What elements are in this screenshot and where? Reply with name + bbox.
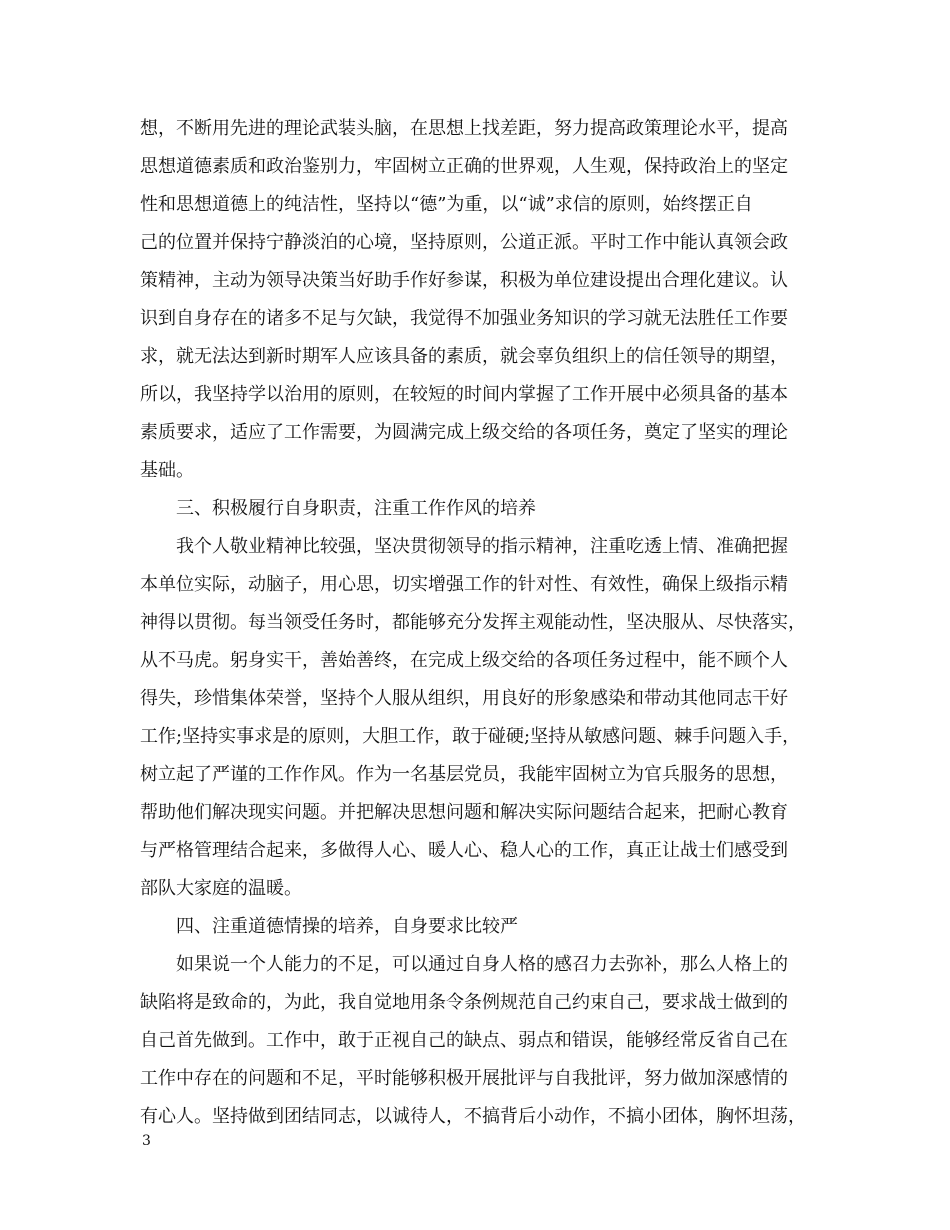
text-line: 素质要求，适应了工作需要，为圆满完成上级交给的各项任务，奠定了坚实的理论 [140, 422, 788, 443]
text-line: 缺陷将是致命的，为此，我自觉地用条令条例规范自己约束自己，要求战士做到的 [140, 992, 788, 1013]
text-line: 基础。 [140, 460, 194, 481]
text-line: 识到自身存在的诸多不足与欠缺，我觉得不加强业务知识的学习就无法胜任工作要 [140, 308, 788, 329]
document-body [140, 110, 820, 1136]
text-line: 树立起了严谨的工作作风。作为一名基层党员，我能牢固树立为官兵服务的思想， [140, 764, 788, 785]
text-line: 想，不断用先进的理论武装头脑，在思想上找差距，努力提高政策理论水平，提高 [140, 118, 788, 139]
text-line: 从不马虎。躬身实干，善始善终，在完成上级交给的各项任务过程中，能不顾个人 [140, 650, 788, 671]
text-line: 策精神，主动为领导决策当好助手作好参谋，积极为单位建设提出合理化建议。认 [140, 270, 788, 291]
text-line: 性和思想道德上的纯洁性，坚持以“德”为重，以“诚”求信的原则，始终摆正自 [140, 194, 753, 215]
text-line: 有心人。坚持做到团结同志，以诚待人，不搞背后小动作，不搞小团体，胸怀坦荡， [140, 1106, 806, 1127]
text-line: 所以，我坚持学以治用的原则，在较短的时间内掌握了工作开展中必须具备的基本 [140, 384, 788, 405]
text-line: 求，就无法达到新时期军人应该具备的素质，就会辜负组织上的信任领导的期望， [140, 346, 788, 367]
text-line: 如果说一个人能力的不足，可以通过自身人格的感召力去弥补，那么人格上的 [176, 954, 788, 975]
text-line: 得失，珍惜集体荣誉，坚持个人服从组织，用良好的形象感染和带动其他同志干好 [140, 688, 788, 709]
text-line: 思想道德素质和政治鉴别力，牢固树立正确的世界观，人生观，保持政治上的坚定 [140, 156, 788, 177]
text-line: 工作中存在的问题和不足，平时能够积极开展批评与自我批评，努力做加深感情的 [140, 1068, 788, 1089]
page-number: 3 [142, 1133, 151, 1149]
text-line: 本单位实际，动脑子，用心思，切实增强工作的针对性、有效性，确保上级指示精 [140, 574, 788, 595]
text-line: 我个人敬业精神比较强，坚决贯彻领导的指示精神，注重吃透上情、准确把握 [176, 536, 788, 557]
text-line: 部队大家庭的温暖。 [140, 878, 302, 899]
text-line: 与严格管理结合起来，多做得人心、暖人心、稳人心的工作，真正让战士们感受到 [140, 840, 788, 861]
text-line: 四、注重道德情操的培养，自身要求比较严 [176, 916, 518, 937]
text-line: 工作;坚持实事求是的原则，大胆工作，敢于碰硬;坚持从敏感问题、棘手问题入手， [140, 726, 801, 747]
text-line: 自己首先做到。工作中，敢于正视自己的缺点、弱点和错误，能够经常反省自己在 [140, 1030, 788, 1051]
text-line: 神得以贯彻。每当领受任务时，都能够充分发挥主观能动性，坚决服从、尽快落实， [140, 612, 806, 633]
text-line: 三、积极履行自身职责，注重工作作风的培养 [176, 498, 536, 519]
text-line: 己的位置并保持宁静淡泊的心境，坚持原则，公道正派。平时工作中能认真领会政 [140, 232, 788, 253]
text-line: 帮助他们解决现实问题。并把解决思想问题和解决实际问题结合起来，把耐心教育 [140, 802, 788, 823]
